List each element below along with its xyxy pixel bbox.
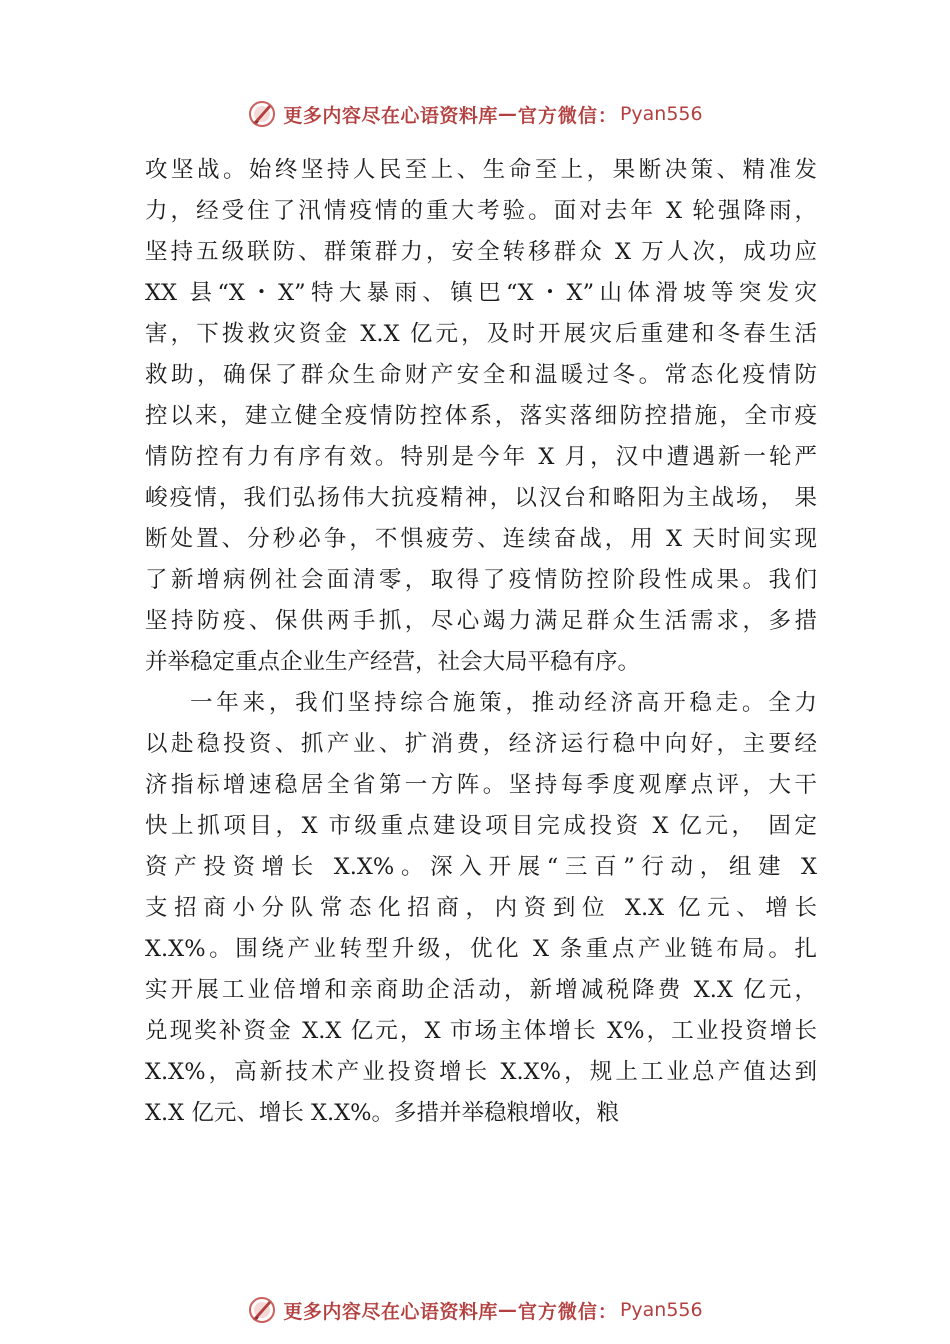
- feather-pen-logo-icon: [247, 99, 277, 129]
- body-line: 以赴稳投资、抓产业、扩消费，经济运行稳中向好，主要经: [145, 731, 817, 757]
- body-line: 支招商小分队常态化招商，内资到位 X.X 亿元、增长: [145, 895, 817, 921]
- body-line: 害，下拨救灾资金 X.X 亿元，及时开展灾后重建和冬春生活: [145, 321, 817, 347]
- body-line: 断处置、分秒必争，不惧疲劳、连续奋战，用 X 天时间实现: [145, 526, 817, 552]
- body-line: 资产投资增长 X.X%。深入开展“三百”行动，组建 X: [145, 854, 817, 880]
- watermark-separator: —: [497, 1299, 518, 1321]
- watermark-wechat-label: 官方微信：: [517, 104, 618, 127]
- body-line: 力，经受住了汛情疫情的重大考验。面对去年 X 轮强降雨，: [145, 198, 817, 224]
- body-line: X.X 亿元、增长 X.X%。多措并举稳粮增收，粮: [145, 1100, 620, 1126]
- body-line: 坚持五级联防、群策群力，安全转移群众 X 万人次，成功应: [145, 239, 817, 265]
- body-line-paragraph-start: 一年来，我们坚持综合施策，推动经济高开稳走。全力: [190, 690, 817, 716]
- body-line: 坚持防疫、保供两手抓，尽心竭力满足群众生活需求，多措: [145, 608, 817, 634]
- body-line: XX 县“X・X”特大暴雨、镇巴“X・X”山体滑坡等突发灾: [145, 280, 817, 306]
- watermark-separator: —: [497, 103, 518, 125]
- body-line: 兑现奖补资金 X.X 亿元，X 市场主体增长 X%，工业投资增长: [145, 1018, 817, 1044]
- document-body: [145, 150, 817, 1134]
- body-line: 救助，确保了群众生命财产安全和温暖过冬。常态化疫情防: [145, 362, 817, 388]
- feather-pen-logo-icon: [247, 1295, 277, 1325]
- body-line: 实开展工业倍增和亲商助企活动，新增减税降费 X.X 亿元，: [145, 977, 817, 1003]
- body-line: X.X%，高新技术产业投资增长 X.X%，规上工业总产值达到: [145, 1059, 817, 1085]
- watermark-account-id: Pyan556: [619, 103, 703, 125]
- watermark-main-text: 更多内容尽在心语资料库: [283, 104, 498, 127]
- body-line: 快上抓项目，X 市级重点建设项目完成投资 X 亿元， 固定: [145, 813, 817, 839]
- watermark-main-text: 更多内容尽在心语资料库: [283, 1300, 498, 1323]
- body-line: 峻疫情，我们弘扬伟大抗疫精神，以汉台和略阳为主战场， 果: [145, 485, 817, 511]
- footer-watermark: [0, 1290, 950, 1330]
- body-line: 情防控有力有序有效。特别是今年 X 月，汉中遭遇新一轮严: [145, 444, 817, 470]
- body-line: 了新增病例社会面清零，取得了疫情防控阶段性成果。我们: [145, 567, 817, 593]
- body-line: 攻坚战。始终坚持人民至上、生命至上，果断决策、精准发: [145, 157, 817, 183]
- body-line: 济指标增速稳居全省第一方阵。坚持每季度观摩点评，大干: [145, 772, 817, 798]
- header-watermark: [0, 94, 950, 134]
- watermark-wechat-label: 官方微信：: [517, 1300, 618, 1323]
- body-line: 控以来，建立健全疫情防控体系，落实落细防控措施，全市疫: [145, 403, 817, 429]
- watermark-account-id: Pyan556: [619, 1299, 703, 1321]
- body-line: X.X%。围绕产业转型升级，优化 X 条重点产业链布局。扎: [145, 936, 817, 962]
- body-line: 并举稳定重点企业生产经营，社会大局平稳有序。: [145, 649, 641, 675]
